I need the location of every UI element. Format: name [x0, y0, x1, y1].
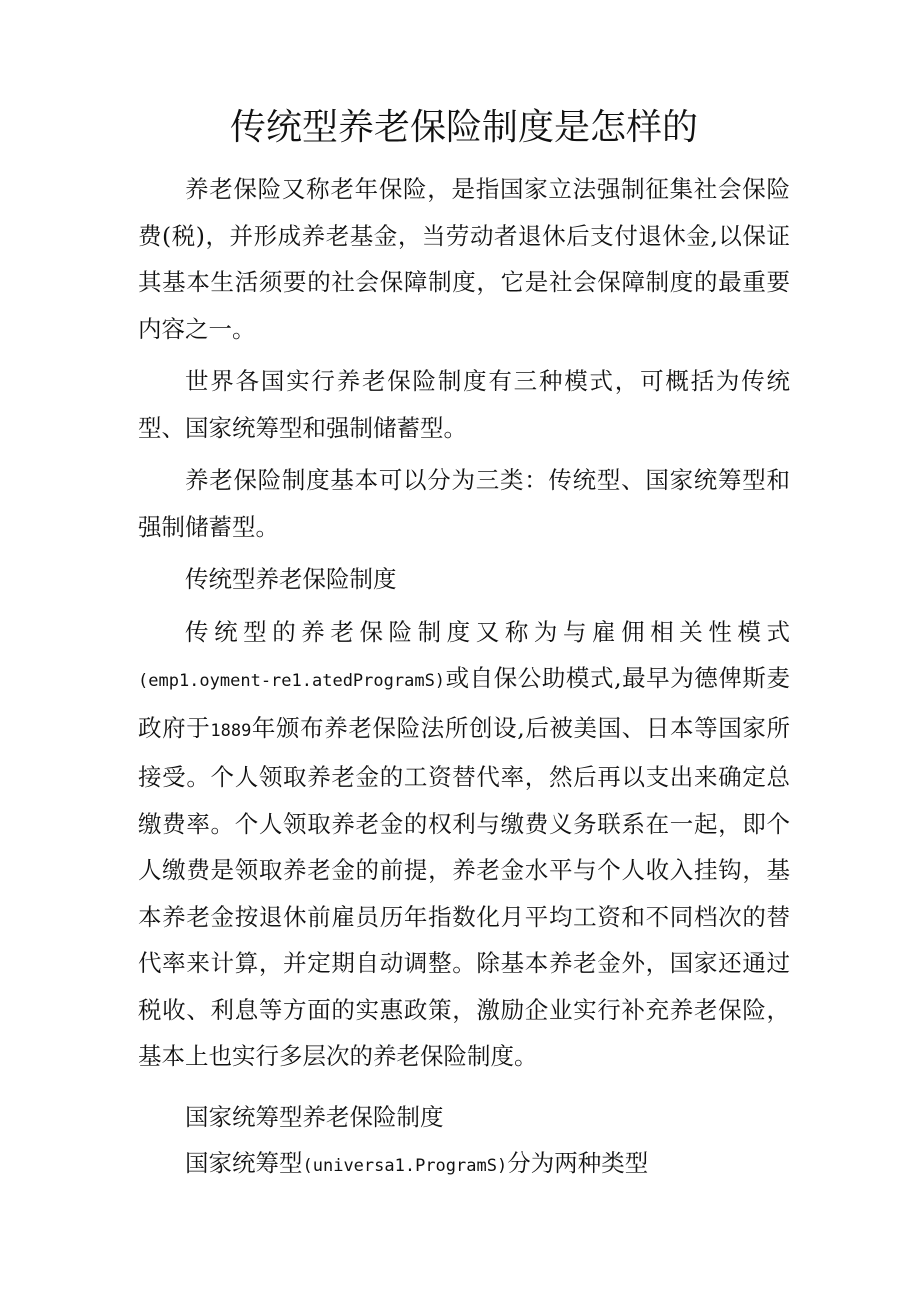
- paragraph-traditional-rest: 年颁布养老保险法所创设,后被美国、日本等国家所接受。个人领取养老金的工资替代率，然后再以支出来确定总缴费率。个人领取养老金的权利与缴费义务联系在一起，即个人缴费是领取养老金的前提，养老金水平与个人收入挂钩，基本养老金按退休前雇员历年指数化月平均工资和不同档次的替代率来计算，并定期自动调整。除基本养老金外，国家还通过税收、利息等方面的实惠政策，激励企业实行补充养老保险，基本上也实行多层次的养老保险制度。: [138, 713, 790, 1070]
- paragraph-national: [138, 1140, 790, 1190]
- paragraph-classification: 养老保险制度基本可以分为三类：传统型、国家统筹型和强制储蓄型。: [138, 466, 790, 541]
- paragraph-three-models: 世界各国实行养老保险制度有三种模式，可概括为传统型、国家统筹型和强制储蓄型。: [138, 367, 790, 442]
- term-employment-related: (emp1.oyment-re1.atedProgramS): [138, 671, 446, 691]
- paragraph-national-rest: 分为两种类型: [507, 1149, 649, 1177]
- year-number: 1889: [210, 720, 252, 741]
- section-heading-national: 国家统筹型养老保险制度: [185, 1102, 444, 1131]
- paragraph-traditional-after-term: 或自保公助模式,最早为德俾斯麦政府于: [138, 664, 790, 742]
- document-title: 传统型养老保险制度是怎样的: [229, 107, 698, 148]
- section-heading-traditional: 传统型养老保险制度: [185, 565, 397, 593]
- term-universal-programs: (universa1.ProgramS): [302, 1156, 508, 1176]
- paragraph-definition: 养老保险又称老年保险，是指国家立法强制征集社会保险费(税)，并形成养老基金，当劳动者退休后支付退休金,以保证其基本生活须要的社会保障制度，它是社会保障制度的最重要内容之一。: [138, 175, 790, 343]
- paragraph-traditional-intro: 传统型的养老保险制度又称为与雇佣相关性模式: [185, 617, 790, 646]
- document-body: [138, 166, 790, 1190]
- paragraph-national-intro: 国家统筹型: [185, 1149, 303, 1177]
- paragraph-traditional: [138, 609, 790, 1080]
